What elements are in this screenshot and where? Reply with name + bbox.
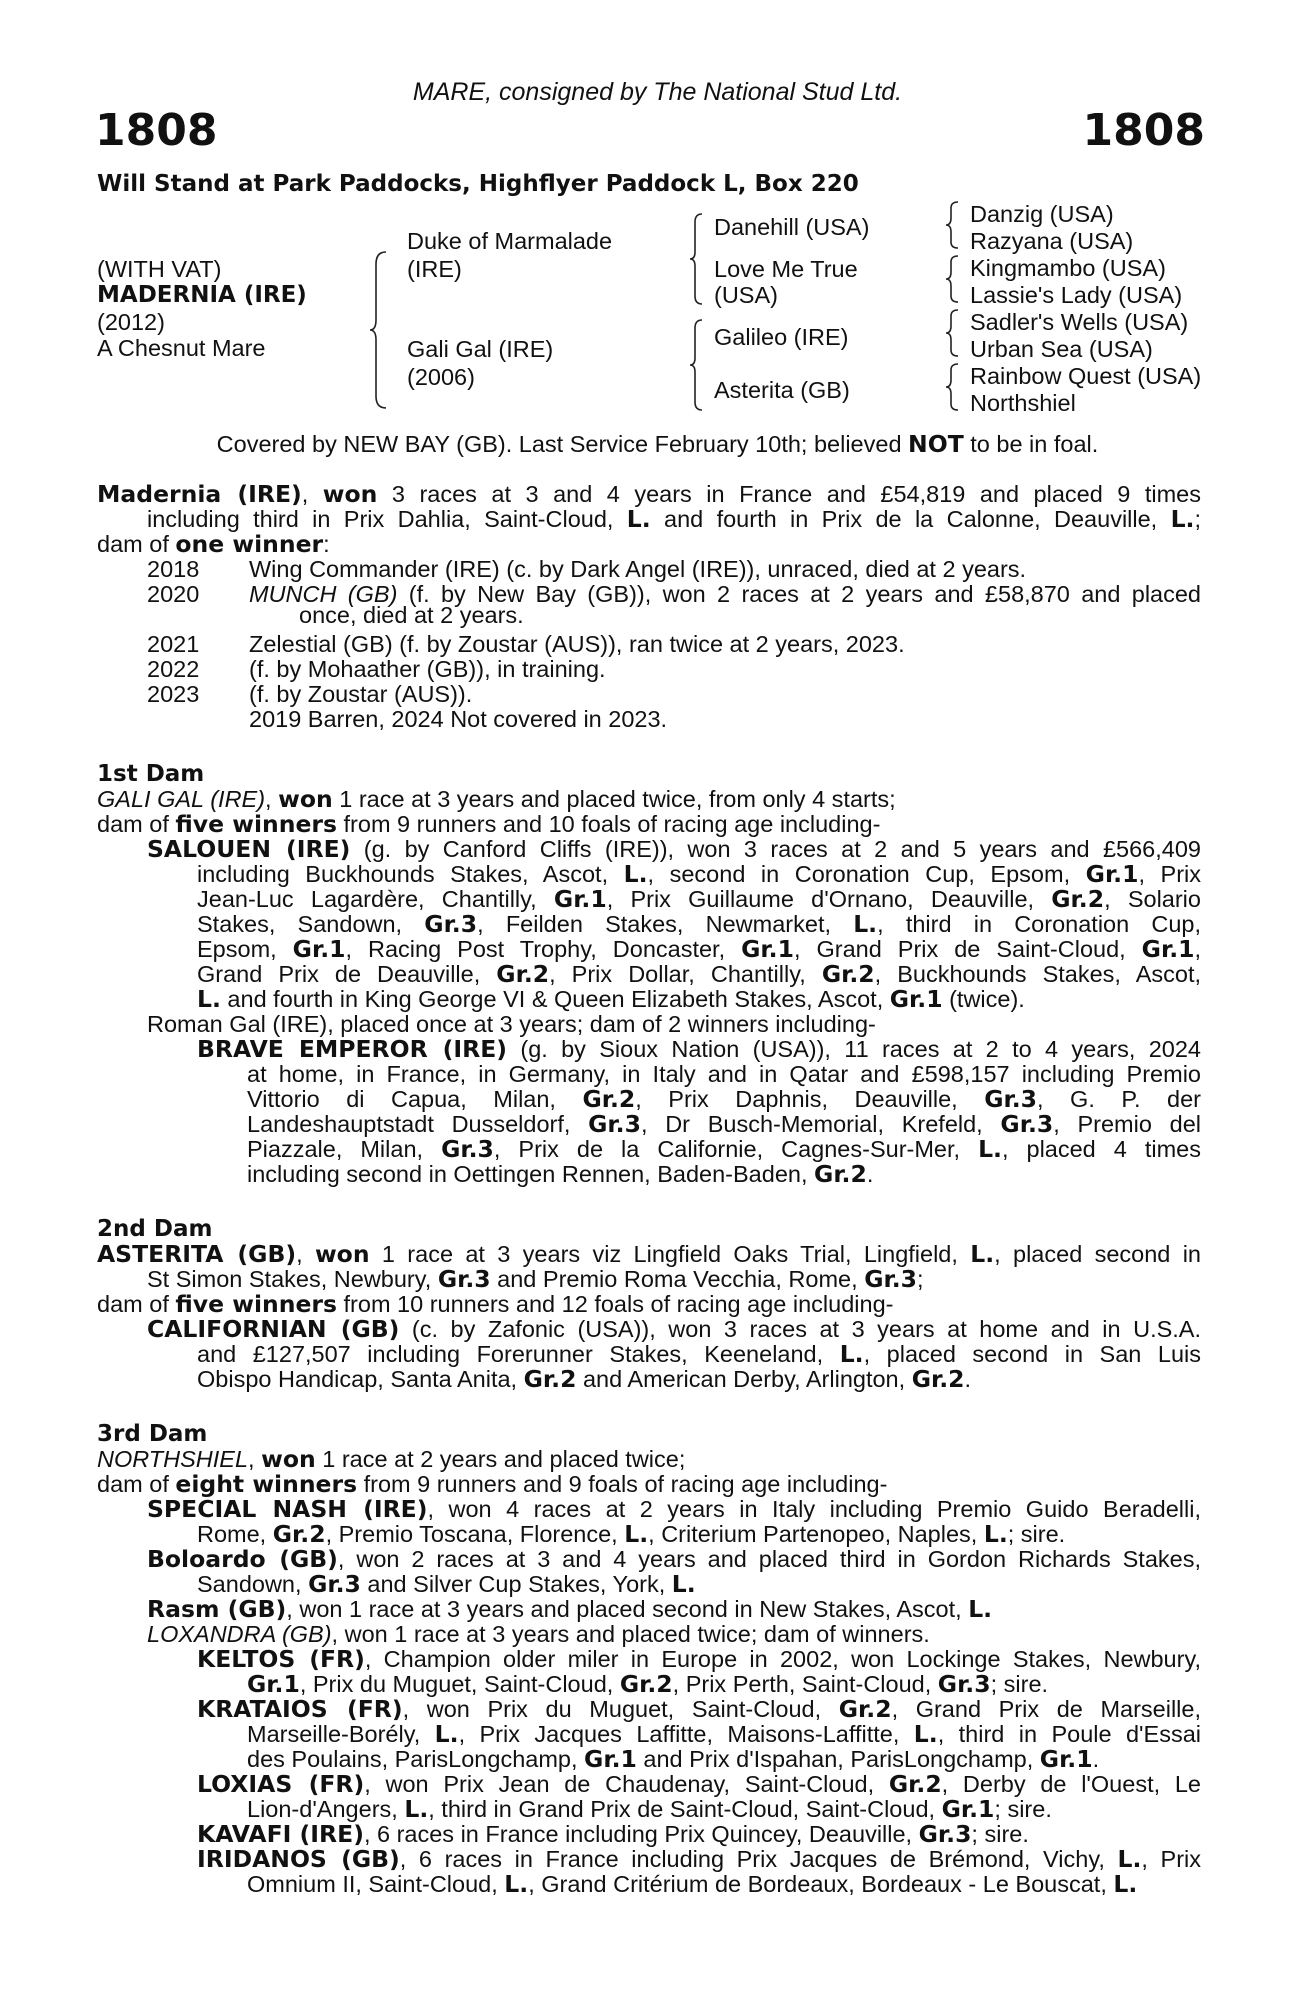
sd-dam: Lassie's Lady (USA): [970, 282, 1183, 308]
pedigree-bracket-ds: [944, 308, 964, 358]
produce-entry-cont: once, died at 2 years.: [299, 602, 524, 628]
roman-gal-entry: Roman Gal (IRE), placed once at 3 years; dam of 2 winners including-: [147, 1011, 876, 1037]
dam1-race-record: GALI GAL (IRE), won 1 race at 3 years and placed twice, from only 4 starts;: [97, 785, 896, 813]
sire-sire: Danehill (USA): [714, 214, 870, 240]
sire-country: (IRE): [407, 256, 462, 282]
salouen-entry-cont: including Buckhounds Stakes, Ascot, L., second in Coronation Cup, Epsom, Gr.1, Prix: [197, 860, 1202, 888]
consignor-line: MARE, consigned by The National Stud Ltd.: [412, 78, 903, 106]
sire-name: Duke of Marmalade: [407, 228, 613, 254]
iridanos-entry: IRIDANOS (GB), 6 races in France including Prix Jacques de Brémond, Vichy, L., Prix: [197, 1845, 1201, 1873]
brave-emperor-cont: Vittorio di Capua, Milan, Gr.2, Prix Daphnis, Deauville, Gr.3, G. P. der: [247, 1085, 1201, 1113]
pedigree-bracket-sire: [688, 212, 708, 306]
lot-number-right: 1808: [1082, 105, 1205, 156]
salouen-entry-cont: Grand Prix de Deauville, Gr.2, Prix Dollar, Chantilly, Gr.2, Buckhounds Stakes, Ascot,: [197, 960, 1202, 988]
dam1-produce-summary: dam of five winners from 9 runners and 10 foals of racing age including-: [97, 810, 881, 838]
pedigree-bracket-main: [368, 250, 392, 410]
horse-vat: (WITH VAT): [97, 256, 222, 282]
covering-status: Covered by NEW BAY (GB). Last Service February 10th; believed NOT to be in foal.: [216, 430, 1099, 458]
dd-sire: Rainbow Quest (USA): [970, 363, 1202, 389]
ss-sire: Danzig (USA): [970, 201, 1114, 227]
mare-race-record-cont: including third in Prix Dahlia, Saint-Cloud, L. and fourth in Prix de la Calonne, Deauville, L.;: [147, 505, 1201, 533]
krataios-entry: KRATAIOS (FR), won Prix du Muguet, Saint-Cloud, Gr.2, Grand Prix de Marseille,: [197, 1695, 1202, 1723]
keltos-cont: Gr.1, Prix du Muguet, Saint-Cloud, Gr.2, Prix Perth, Saint-Cloud, Gr.3; sire.: [247, 1670, 1049, 1698]
rasm-entry: Rasm (GB), won 1 race at 3 years and placed second in New Stakes, Ascot, L.: [147, 1595, 993, 1623]
salouen-entry-cont: Stakes, Sandown, Gr.3, Feilden Stakes, Newmarket, L., third in Coronation Cup,: [197, 910, 1202, 938]
krataios-cont: Marseille-Borély, L., Prix Jacques Laffitte, Maisons-Laffitte, L., third in Poule d'Essai: [247, 1720, 1201, 1748]
brave-emperor-entry: BRAVE EMPEROR (IRE) (g. by Sioux Nation (USA)), 11 races at 2 to 4 years, 2024: [197, 1035, 1201, 1063]
ds-sire: Sadler's Wells (USA): [970, 309, 1189, 335]
horse-name: MADERNIA (IRE): [97, 282, 307, 308]
pedigree-bracket-dd: [944, 362, 964, 412]
stand-location: Will Stand at Park Paddocks, Highflyer Paddock L, Box 220: [97, 171, 859, 197]
special-nash-entry: SPECIAL NASH (IRE), won 4 races at 2 years in Italy including Premio Guido Beradelli,: [147, 1495, 1201, 1523]
dam2-produce-summary: dam of five winners from 10 runners and 12 foals of racing age including-: [97, 1290, 894, 1318]
californian-cont: and £127,507 including Forerunner Stakes, Keeneland, L., placed second in San Luis: [197, 1340, 1201, 1368]
iridanos-cont: Omnium II, Saint-Cloud, L., Grand Critérium de Bordeaux, Bordeaux - Le Bouscat, L.: [247, 1870, 1138, 1898]
sire-dam: Love Me True: [714, 256, 858, 282]
brave-emperor-cont: Piazzale, Milan, Gr.3, Prix de la Californie, Cagnes-Sur-Mer, L., placed 4 times: [247, 1135, 1201, 1163]
special-nash-cont: Rome, Gr.2, Premio Toscana, Florence, L., Criterium Partenopeo, Naples, L.; sire.: [197, 1520, 1066, 1548]
produce-year: 2022: [147, 656, 200, 682]
produce-year: 2020: [147, 581, 200, 607]
keltos-entry: KELTOS (FR), Champion older miler in Europe in 2002, won Lockinge Stakes, Newbury,: [197, 1645, 1201, 1673]
dam-dam: Asterita (GB): [714, 377, 850, 403]
section-heading-2nd-dam: 2nd Dam: [97, 1216, 213, 1242]
mare-race-record: Madernia (IRE), won 3 races at 3 and 4 years in France and £54,819 and placed 9 times: [97, 480, 1201, 508]
produce-entry: MUNCH (GB) (f. by New Bay (GB)), won 2 races at 2 years and £58,870 and placed: [249, 581, 1202, 607]
section-heading-3rd-dam: 3rd Dam: [97, 1421, 208, 1447]
pedigree-bracket-ss: [944, 200, 964, 250]
horse-description: A Chesnut Mare: [97, 335, 266, 361]
sd-sire: Kingmambo (USA): [970, 255, 1166, 281]
lot-number-left: 1808: [95, 105, 218, 156]
mare-produce-summary: dam of one winner:: [97, 530, 330, 558]
loxandra-entry: LOXANDRA (GB), won 1 race at 3 years and placed twice; dam of winners.: [147, 1621, 930, 1647]
horse-year: (2012): [97, 309, 165, 335]
dd-dam: Northshiel: [970, 390, 1076, 416]
produce-year: 2018: [147, 556, 200, 582]
boloardo-entry: Boloardo (GB), won 2 races at 3 and 4 years and placed third in Gordon Richards Stakes,: [147, 1545, 1201, 1573]
salouen-entry-cont: Epsom, Gr.1, Racing Post Trophy, Doncaster, Gr.1, Grand Prix de Saint-Cloud, Gr.1,: [197, 935, 1202, 963]
brave-emperor-cont: Landeshauptstadt Dusseldorf, Gr.3, Dr Busch-Memorial, Krefeld, Gr.3, Premio del: [247, 1110, 1201, 1138]
salouen-entry-cont: Jean-Luc Lagardère, Chantilly, Gr.1, Prix Guillaume d'Ornano, Deauville, Gr.2, Solario: [197, 885, 1201, 913]
brave-emperor-cont: at home, in France, in Germany, in Italy and in Qatar and £598,157 including Premio: [247, 1061, 1201, 1087]
ss-dam: Razyana (USA): [970, 228, 1134, 254]
dam-sire: Galileo (IRE): [714, 324, 849, 350]
krataios-cont: des Poulains, ParisLongchamp, Gr.1 and Prix d'Ispahan, ParisLongchamp, Gr.1.: [247, 1745, 1100, 1773]
produce-entry: Wing Commander (IRE) (c. by Dark Angel (IRE)), unraced, died at 2 years.: [249, 556, 1027, 582]
produce-entry: (f. by Mohaather (GB)), in training.: [249, 656, 606, 682]
produce-note: 2019 Barren, 2024 Not covered in 2023.: [249, 706, 668, 732]
loxias-entry: LOXIAS (FR), won Prix Jean de Chaudenay, Saint-Cloud, Gr.2, Derby de l'Ouest, Le: [197, 1770, 1201, 1798]
dam2-race-record-cont: St Simon Stakes, Newbury, Gr.3 and Premio Roma Vecchia, Rome, Gr.3;: [147, 1265, 924, 1293]
loxias-cont: Lion-d'Angers, L., third in Grand Prix de Saint-Cloud, Saint-Cloud, Gr.1; sire.: [247, 1795, 1052, 1823]
ds-dam: Urban Sea (USA): [970, 336, 1153, 362]
pedigree-bracket-sd: [944, 254, 964, 304]
californian-entry: CALIFORNIAN (GB) (c. by Zafonic (USA)), won 3 races at 3 years at home and in U.S.A.: [147, 1315, 1202, 1343]
dam-name: Gali Gal (IRE): [407, 336, 554, 362]
salouen-entry-cont: L. and fourth in King George VI & Queen Elizabeth Stakes, Ascot, Gr.1 (twice).: [197, 985, 1025, 1013]
brave-emperor-cont: including second in Oettingen Rennen, Baden-Baden, Gr.2.: [247, 1160, 874, 1188]
produce-entry: (f. by Zoustar (AUS)).: [249, 681, 473, 707]
boloardo-cont: Sandown, Gr.3 and Silver Cup Stakes, York, L.: [197, 1570, 696, 1598]
salouen-entry: SALOUEN (IRE) (g. by Canford Cliffs (IRE)), won 3 races at 2 and 5 years and £566,409: [147, 835, 1201, 863]
dam2-race-record: ASTERITA (GB), won 1 race at 3 years viz Lingfield Oaks Trial, Lingfield, L., placed second in: [97, 1240, 1202, 1268]
pedigree-bracket-dam: [688, 318, 708, 412]
dam-year: (2006): [407, 364, 475, 390]
sire-dam-country: (USA): [714, 282, 778, 308]
kavafi-entry: KAVAFI (IRE), 6 races in France including Prix Quincey, Deauville, Gr.3; sire.: [197, 1820, 1029, 1848]
produce-entry: Zelestial (GB) (f. by Zoustar (AUS)), ran twice at 2 years, 2023.: [249, 631, 905, 657]
dam3-produce-summary: dam of eight winners from 9 runners and 9 foals of racing age including-: [97, 1470, 888, 1498]
produce-year: 2023: [147, 681, 200, 707]
californian-cont: Obispo Handicap, Santa Anita, Gr.2 and American Derby, Arlington, Gr.2.: [197, 1365, 972, 1393]
section-heading-1st-dam: 1st Dam: [97, 761, 205, 787]
dam3-race-record: NORTHSHIEL, won 1 race at 2 years and placed twice;: [97, 1445, 686, 1473]
produce-year: 2021: [147, 631, 200, 657]
